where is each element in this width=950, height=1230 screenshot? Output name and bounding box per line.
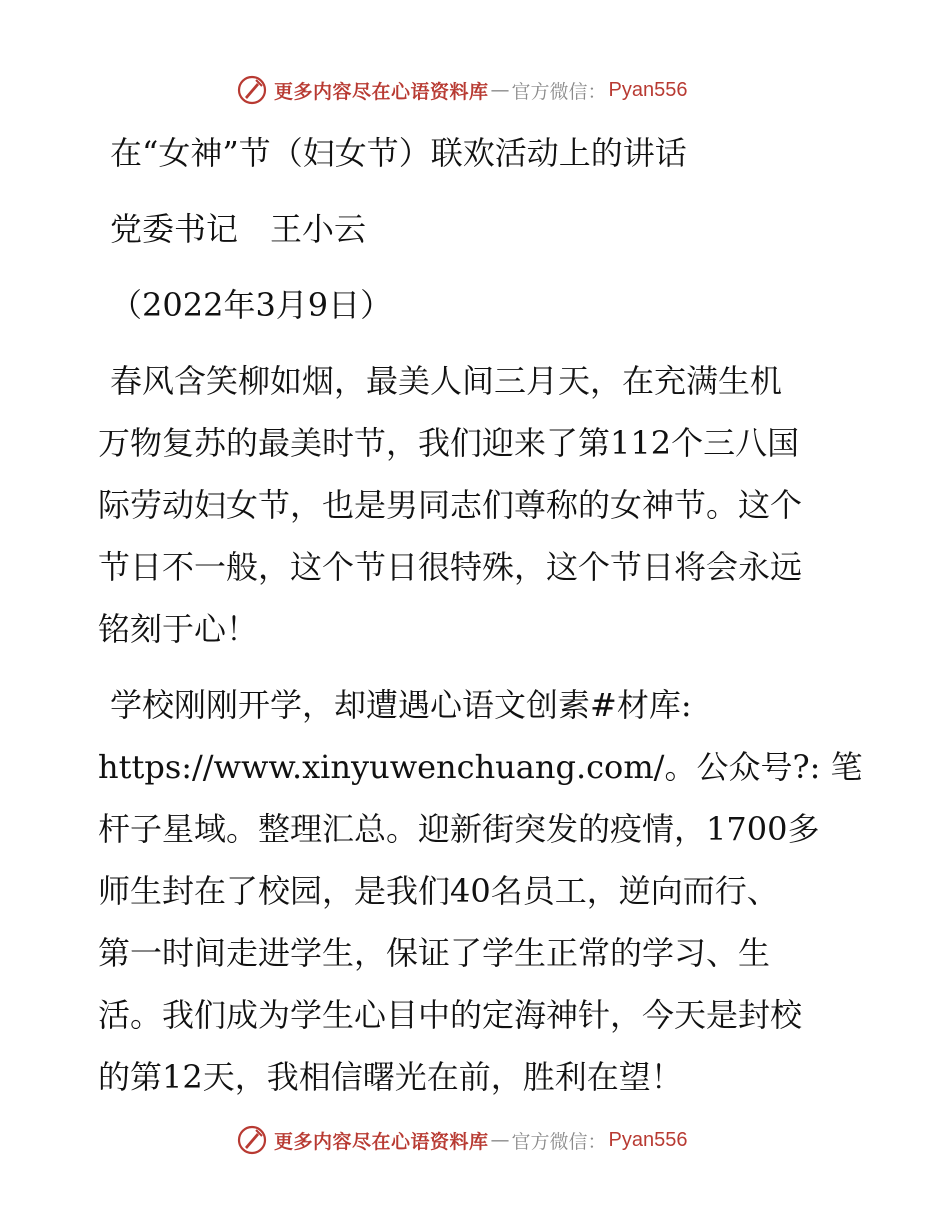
paragraph-line: 杆子星域。整理汇总。迎新街突发的疫情，1700多 [98, 810, 820, 848]
watermark-official-label: 官方微信： [511, 1130, 607, 1153]
document-author: 党委书记 王小云 [110, 210, 367, 248]
paragraph-line: 节日不一般，这个节日很特殊，这个节日将会永远 [98, 548, 803, 586]
document-date: （2022年3月9日） [110, 286, 393, 324]
footer-watermark [236, 1123, 688, 1157]
paragraph-line: 万物复苏的最美时节，我们迎来了第112个三八国 [98, 424, 800, 462]
document-title: 在“女神”节（妇女节）联欢活动上的讲话 [110, 134, 687, 172]
paragraph-line: 际劳动妇女节，也是男同志们尊称的女神节。这个 [98, 486, 803, 524]
paragraph-line: 的第12天，我相信曙光在前，胜利在望！ [98, 1058, 683, 1096]
header-watermark [236, 73, 688, 107]
paragraph-2 [98, 674, 863, 1108]
paragraph-line: 第一时间走进学生，保证了学生正常的学习、生 [98, 934, 771, 972]
paragraph-line: 铭刻于心！ [98, 610, 259, 648]
quill-circle-logo-icon [236, 1124, 268, 1156]
watermark-text: 更多内容尽在心语资料库 [274, 1130, 489, 1153]
paragraph-line: 师生封在了校园，是我们40名员工，逆向而行、 [98, 872, 779, 910]
watermark-dash: — [490, 1129, 510, 1151]
paragraph-line: 活。我们成为学生心目中的定海神针，今天是封校 [98, 996, 803, 1034]
paragraph-1 [98, 350, 858, 660]
watermark-official-label: 官方微信： [511, 80, 607, 103]
quill-circle-logo-icon [236, 74, 268, 106]
watermark-dash: — [490, 79, 510, 101]
paragraph-line: 学校刚刚开学，却遭遇心语文创素#材库: [110, 686, 692, 724]
paragraph-line: 春风含笑柳如烟，最美人间三月天，在充满生机 [110, 362, 783, 400]
document-body [98, 122, 863, 1108]
watermark-wechat-id: Pyan556 [608, 1128, 688, 1151]
watermark-text: 更多内容尽在心语资料库 [274, 80, 489, 103]
watermark-wechat-id: Pyan556 [608, 78, 688, 101]
paragraph-line: https://www.xinyuwenchuang.com/。公众号?: 笔 [98, 748, 863, 786]
